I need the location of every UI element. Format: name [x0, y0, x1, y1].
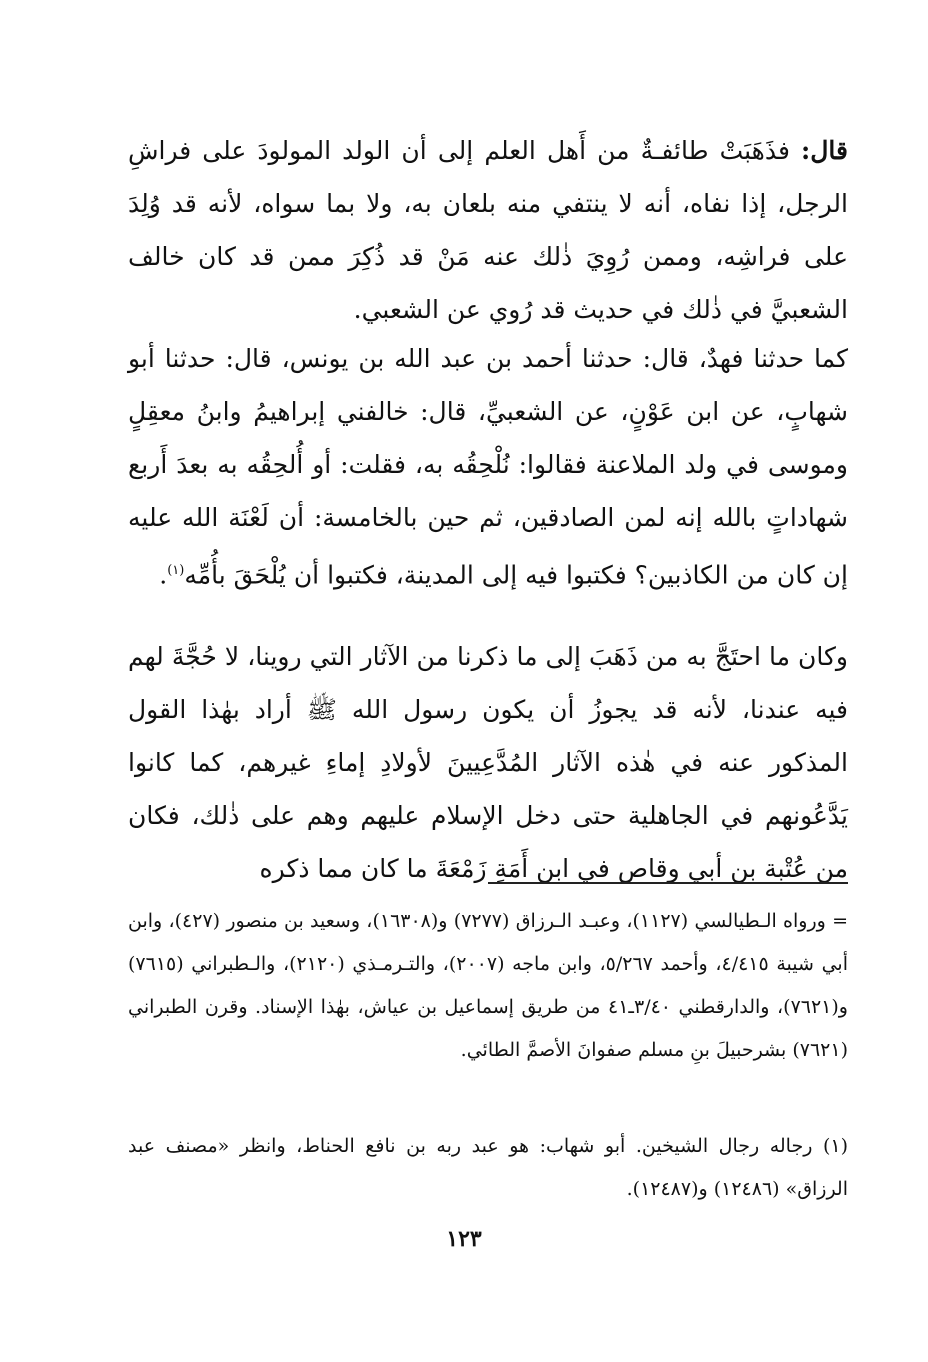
- paragraph-1-text: فذَهَبَتْ طائفـةٌ من أَهل العلم إلى أن الولد المولودَ على فراشِ الرجل، إذا نفاه، أنه لا ينتفي منه بلعان به، ولا بما سواه، لأنه قد وُلِدَ على فراشِه، وممن رُوِيَ ذٰلك عنه مَنْ قد ذُكِرَ ممن قد كان خالف الشعبيَّ في ذٰلك في حديث قد رُوي عن الشعبي.: [128, 136, 848, 324]
- footnote-continuation: [128, 900, 848, 1072]
- footnote-continuation-text: = ورواه الـطيالسي (١١٢٧)، وعبـد الـرزاق (٧٢٧٧) و(١٦٣٠٨)، وسعيد بن منصور (٤٢٧)، وابن أبي شيبة ٤/٤١٥، وأحمد ٥/٢٦٧، وابن ماجه (٢٠٠٧)، والتـرمـذي (٢١٢٠)، والـطبراني (٧٦١٥) و(٧٦٢١)، والدارقطني ٣/٤٠ـ٤١ من طريق إسماعيل بن عياش، بهٰذا الإسناد. وقرن الطبراني (٧٦٢١) بشرحبيلَ بنِ مسلم صفوانَ الأصمَّ الطائي.: [128, 910, 849, 1061]
- footnote-1: [128, 1125, 848, 1211]
- paragraph-2-end: .: [159, 560, 168, 590]
- footnote-reference-1[interactable]: (١): [167, 563, 185, 578]
- paragraph-1: [128, 124, 848, 336]
- footnote-1-text: (١) رجاله رجال الشيخين. أبو شهاب: هو عبد ربه بن نافع الحناط، وانظر «مصنف عبد الرزاق» (١٢٤٨٦) و(١٢٤٨٧).: [128, 1135, 848, 1200]
- paragraph-2: [128, 332, 848, 601]
- page-number: ١٢٣: [446, 1226, 482, 1252]
- paragraph-3: [128, 630, 848, 895]
- paragraph-1-lead: قال:: [801, 136, 848, 165]
- paragraph-2-text: كما حدثنا فهدٌ، قال: حدثنا أحمد بن عبد الله بن يونس، قال: حدثنا أبو شهابٍ، عن ابن عَوْنٍ، عن الشعبيِّ، قال: خالفني إبراهيمُ وابنُ معقِلٍ وموسى في ولد الملاعنة فقالوا: نُلْحِقُه به، فقلت: أو أُلحِقُه به بعدَ أَربع شهاداتٍ بالله إنه لمن الصادقين، ثم حين بالخامسة: أن لَعْنَة الله عليه إن كان من الكاذبين؟ فكتبوا فيه إلى المدينة، فكتبوا أن يُلْحَقَ بأُمِّه: [128, 344, 848, 590]
- footnote-separator: [488, 882, 848, 884]
- paragraph-3-text: وكان ما احتَجَّ به من ذَهَبَ إلى ما ذكرنا من الآثار التي روينا، لا حُجَّةَ لهم فيه عندنا، لأنه قد يجوزُ أن يكون رسول الله ﷺ أراد بهٰذا القول المذكور عنه في هٰذه الآثار المُدَّعِيينَ لأولادِ إماءِ غيرهم، كما كانوا يَدَّعُونهم في الجاهلية حتى دخل الإسلام عليهم وهم على ذٰلك، فكان من عُتْبة بن أبي وقاص في ابن أَمَةِ زَمْعَةَ ما كان مما ذكره: [128, 642, 848, 883]
